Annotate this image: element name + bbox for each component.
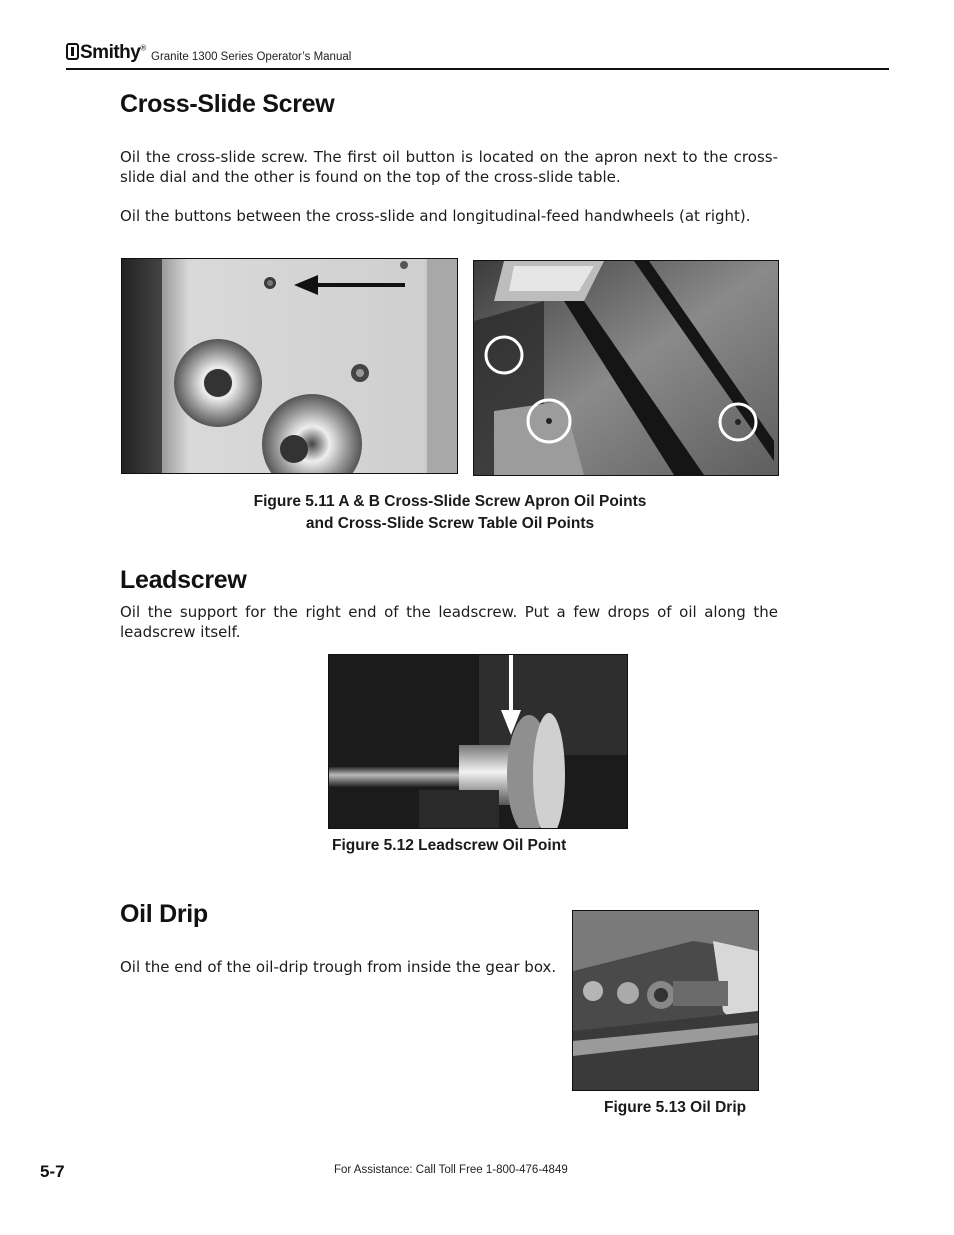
brand-name: Smithy (80, 42, 141, 63)
oil-drip-paragraph: Oil the end of the oil-drip trough from inside the gear box. (120, 958, 557, 976)
section-heading-cross-slide-screw: Cross-Slide Screw (120, 90, 335, 118)
figure-5-11a-photo (121, 258, 458, 474)
smithy-logo (66, 42, 146, 64)
figure-5-12-photo (328, 654, 628, 829)
leadscrew-paragraph: Oil the support for the right end of the leadscrew. Put a few drops of oil along the leadscrew itself. (120, 603, 778, 641)
section-heading-leadscrew: Leadscrew (120, 566, 247, 594)
figure-5-13-photo (572, 910, 759, 1091)
smithy-logo-icon (66, 43, 79, 60)
figure-5-11b-photo (473, 260, 779, 476)
page-header (66, 40, 889, 70)
assistance-line: For Assistance: Call Toll Free 1-800-476-4849 (334, 1164, 568, 1176)
section-heading-oil-drip: Oil Drip (120, 900, 208, 928)
page-number: 5-7 (40, 1162, 65, 1181)
registered-mark: ® (140, 43, 146, 53)
cross-slide-paragraph-1: Oil the cross-slide screw. The first oil button is located on the apron next to the cross-slide dial and the other is found on the top of the cross-slide table. (120, 148, 778, 186)
figure-5-13-caption: Figure 5.13 Oil Drip (604, 1099, 747, 1116)
figure-5-11-caption-line-1: Figure 5.11 A & B Cross-Slide Screw Apron Oil Points (253, 493, 647, 510)
cross-slide-paragraph-2: Oil the buttons between the cross-slide and longitudinal-feed handwheels (at right). (120, 207, 751, 225)
manual-title: Granite 1300 Series Operator’s Manual (151, 51, 352, 63)
figure-5-12-caption: Figure 5.12 Leadscrew Oil Point (332, 837, 567, 854)
figure-5-11-caption-line-2: and Cross-Slide Screw Table Oil Points (305, 515, 595, 532)
